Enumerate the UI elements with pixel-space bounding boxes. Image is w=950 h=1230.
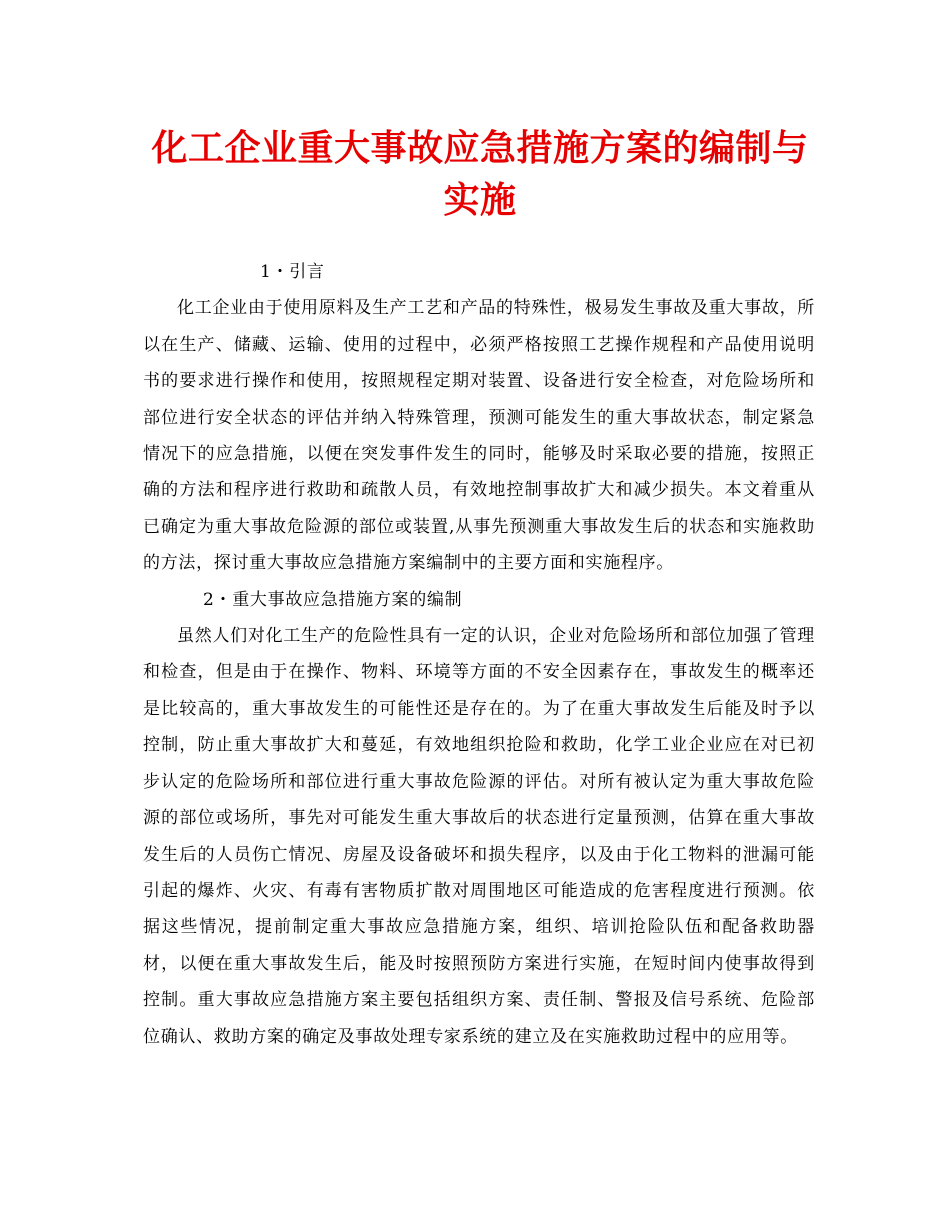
section-heading: 2・重大事故应急措施方案的编制 bbox=[203, 589, 463, 610]
document-title: 化工企业重大事故应急措施方案的编制与实施 bbox=[151, 127, 809, 221]
body-paragraph: 虽然人们对化工生产的危险性具有一定的认识，企业对危险场所和部位加强了管理和检查，但是由于在操作、物料、环境等方面的不安全因素存在，事故发生的概率还是比较高的，重大事故发生的可能性还是存在的。为了在重大事故发生后能及时予以控制，防止重大事故扩大和蔓延，有效地组织抢险和救助，化学工业企业应在对已初步认定的危险场所和部位进行重大事故危险源的评估。对所有被认定为重大事故危险源的部位或场所，事先对可能发生重大事故后的状态进行定量预测，估算在重大事故发生后的人员伤亡情况、房屋及设备破坏和损失程序，以及由于化工物料的泄漏可能引起的爆炸、火灾、有毒有害物质扩散对周围地区可能造成的危害程度进行预测。依据这些情况，提前制定重大事故应急措施方案，组织、培训抢险队伍和配备救助器材，以便在重大事故发生后，能及时按照预防方案进行实施，在短时间内使事故得到控制。重大事故应急措施方案主要包括组织方案、责任制、警报及信号系统、危险部位确认、救助方案的确定及事故处理专家系统的建立及在实施救助过程中的应用等。 bbox=[143, 626, 815, 1047]
document-body bbox=[143, 254, 815, 1055]
body-paragraph: 化工企业由于使用原料及生产工艺和产品的特殊性，极易发生事故及重大事故，所以在生产、储藏、运输、使用的过程中，必须严格按照工艺操作规程和产品使用说明书的要求进行操作和使用，按照规程定期对装置、设备进行安全检查，对危险场所和部位进行安全状态的评估并纳入特殊管理，预测可能发生的重大事故状态，制定紧急情况下的应急措施，以便在突发事件发生的同时，能够及时采取必要的措施，按照正确的方法和程序进行救助和疏散人员，有效地控制事故扩大和减少损失。本文着重从已确定为重大事故危险源的部位或装置,从事先预测重大事故发生后的状态和实施救助的方法，探讨重大事故应急措施方案编制中的主要方面和实施程序。 bbox=[143, 298, 815, 574]
section-heading: 1・引言 bbox=[260, 262, 325, 282]
